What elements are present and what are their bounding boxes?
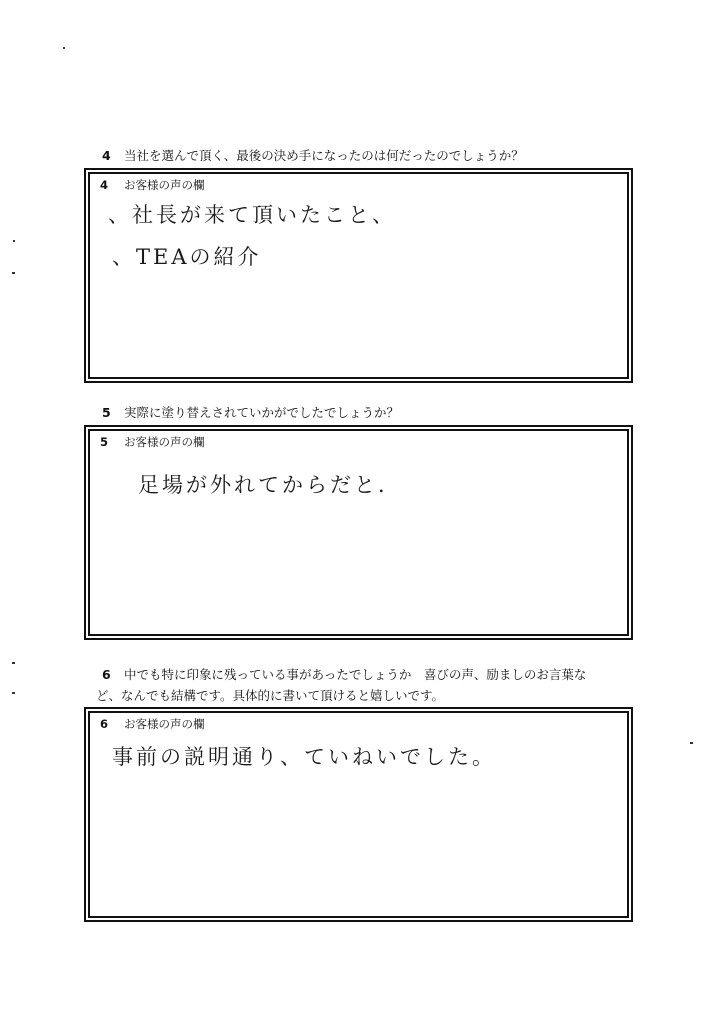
question-text: 当社を選んで頂く、最後の決め手になったのは何だったのでしょうか？ — [124, 148, 524, 163]
question-6-line2: ど、なんでも結構です。具体的に書いて頂けると嬉しいです。 — [96, 688, 445, 703]
question-4 — [96, 145, 524, 167]
box-number: 6 — [100, 717, 109, 731]
question-5 — [96, 402, 399, 424]
box-label-text: お客様の声の欄 — [124, 435, 205, 449]
box-label — [100, 716, 205, 732]
box-label-text: お客様の声の欄 — [124, 178, 205, 192]
answer-box-5 — [88, 429, 629, 636]
box-label-text: お客様の声の欄 — [124, 717, 205, 731]
scan-speck — [12, 272, 15, 274]
box-label — [100, 434, 205, 450]
answer-box-4 — [88, 172, 629, 379]
question-6 — [96, 664, 586, 686]
scan-speck — [63, 47, 65, 49]
question-text: 中でも特に印象に残っている事があったでしょうか 喜びの声、励ましのお言葉な — [124, 667, 587, 682]
scan-speck — [12, 662, 15, 664]
answer-box-6 — [88, 711, 629, 918]
handwritten-answer: 事前の説明通り、ていねいでした。 — [112, 745, 496, 769]
scan-speck — [12, 692, 15, 694]
scan-speck — [690, 742, 693, 744]
handwritten-answer: 足場が外れてからだと． — [138, 473, 402, 497]
box-number: 4 — [100, 178, 109, 192]
box-number: 5 — [100, 435, 109, 449]
question-number: 4 — [102, 148, 111, 163]
question-number: 6 — [102, 667, 111, 682]
scan-speck — [13, 240, 15, 242]
box-label — [100, 177, 205, 193]
question-text: 実際に塗り替えされていかがでしたでしょうか？ — [124, 405, 400, 420]
question-number: 5 — [102, 405, 111, 420]
handwritten-answer: 、社長が来て頂いたこと、 — [108, 203, 396, 227]
handwritten-answer: 、TEAの紹介 — [112, 245, 262, 269]
